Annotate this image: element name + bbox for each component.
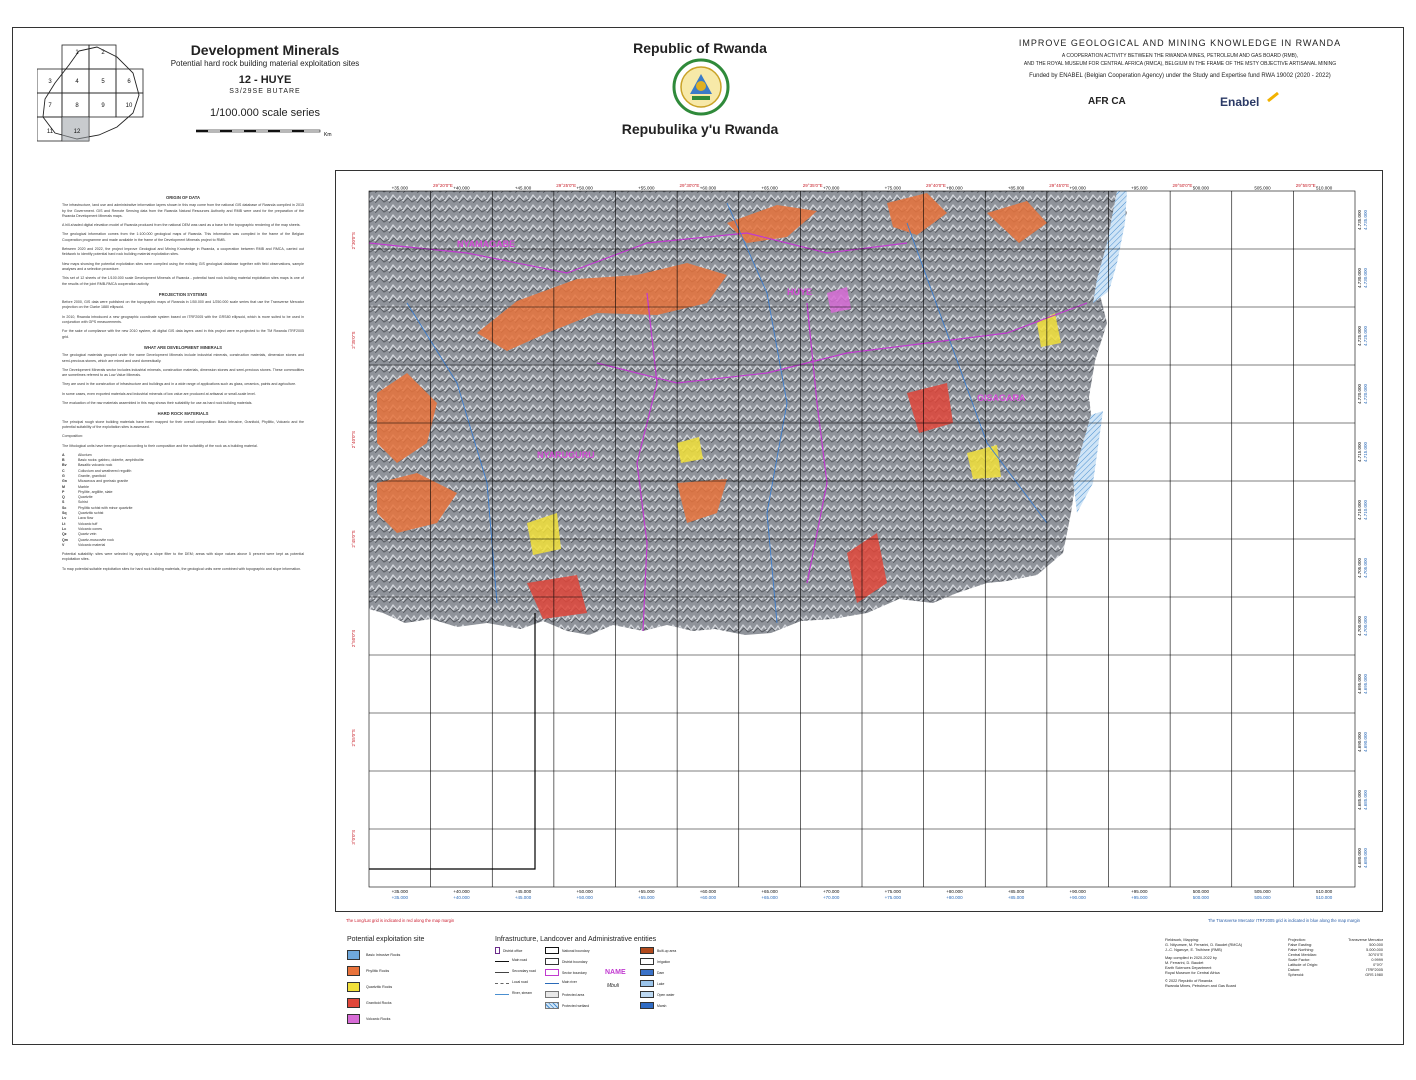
grid-label-top: 500.000	[1192, 185, 1210, 191]
credit-line: G. Ntiyumwe, M. Ferrarini, D. Baudet (RMCA)	[1165, 943, 1243, 947]
place-label-nyamagabe: NYAMAGABE	[457, 239, 516, 249]
composition-text: Quartz-muscovite rock	[78, 537, 114, 542]
grid-label-bottom-tm: +75.000	[884, 895, 902, 900]
section-paragraph: The geological information comes from the 1:100.000 geological maps of Rwanda. This information was compiled in the frame of the Belgian Cooperation programme and made available in the frame of the Development Minerals project to RMB.	[62, 232, 304, 242]
grid-label-bottom: +40.000	[453, 889, 470, 894]
index-map	[37, 43, 147, 143]
grid-label-right: 4.710.000	[1357, 499, 1362, 521]
credits-block	[1165, 938, 1265, 989]
index-cell-9: 9	[101, 103, 105, 109]
credit-line: M. Ferrarini, D. Baudet	[1165, 961, 1204, 965]
grid-label-right: 4.700.000	[1357, 615, 1362, 637]
legend-site-item	[347, 995, 487, 1011]
legend-name-sample-2: Mbuli	[607, 983, 619, 989]
composition-code: G	[62, 473, 65, 478]
composition-text: Phyllitic schist with minor quartzite	[78, 505, 133, 510]
grid-label-bottom-tm: 505.000	[1254, 895, 1271, 900]
latitude-label: 3°0'0"S	[351, 829, 356, 845]
grid-label-bottom-tm: +95.000	[1131, 895, 1148, 900]
legend-symbol	[545, 981, 559, 984]
legend-infra-label: River, stream	[512, 991, 532, 995]
legend-infra-label: Protected wetland	[562, 1003, 590, 1008]
section-heading: HARD ROCK MATERIALS	[157, 411, 209, 417]
legend-site-item	[347, 963, 487, 979]
grid-label-bottom: +90.000	[1069, 889, 1086, 894]
scale-bar	[196, 125, 336, 138]
latitude-label: 2°40'0"S	[351, 430, 356, 449]
legend-symbol	[640, 958, 654, 965]
legend-name-sample: NAME	[605, 969, 626, 976]
place-label-gisagara: GISAGARA	[977, 393, 1026, 403]
grid-label-right-tm: 4.680.000	[1363, 847, 1368, 869]
legend-symbol	[495, 947, 500, 954]
africa-museum-logo: AFR CA	[1088, 96, 1126, 107]
index-cell-8: 8	[75, 103, 79, 109]
section-paragraph: The geological materials grouped under the name Development Minerals include industrial minerals, construction materials, dimension stones and semi-precious stones, which are mined and used domestically.	[62, 353, 304, 363]
projection-key: Scale Factor:	[1288, 958, 1311, 962]
composition-row	[62, 543, 304, 548]
legend-infra-item	[640, 969, 664, 976]
composition-text: Phyllite, argillite, slate	[78, 489, 113, 494]
place-label-nyaruguru: NYARUGURU	[537, 450, 595, 460]
legend-swatch	[347, 1014, 360, 1024]
legend-infra-item	[545, 1002, 589, 1009]
grid-label-bottom: +65.000	[761, 889, 778, 894]
grid-label-top: +70.000	[822, 185, 840, 191]
legend-infrastructure	[495, 936, 715, 1037]
grid-label-right: 4.715.000	[1357, 441, 1362, 463]
section-paragraph: The lithological units have been grouped according to their composition and the suitability of the rock as a building material.	[62, 443, 258, 448]
legend-infra-item	[545, 980, 577, 984]
section-paragraph: Before 2000, GIS data were published on the topographic maps of Rwanda in 1/50.000 and 1/250.000 scale series that use the Transverse Mercator projection on the Clarke 1880 ellipsoid.	[62, 300, 304, 310]
grid-label-right: 4.680.000	[1357, 847, 1362, 869]
section-paragraph: The infrastructure, land use and administrative information layers shown in this map come from the national GIS database of Rwanda compiled in 2015 by the Government. GIS and Remote Sensing data from the Rwanda Natural Resources Authority and RMB were used for the preparation of the Rwanda Development Minerals maps.	[62, 203, 304, 218]
projection-value: 30°0'0"E	[1368, 953, 1383, 957]
composition-text: Quartzite	[78, 495, 93, 500]
legend-infra-label: Dam	[657, 970, 665, 975]
grid-label-top: +90.000	[1069, 185, 1086, 191]
grid-label-top: 510.000	[1316, 185, 1333, 191]
grid-label-bottom: +35.000	[391, 889, 409, 894]
section-heading: WHAT ARE DEVELOPMENT MINERALS	[143, 344, 223, 350]
grid-label-right: 4.705.000	[1357, 557, 1362, 579]
legend-infra-label: Sector boundary	[562, 970, 587, 975]
map-title: Development Minerals	[190, 42, 340, 58]
index-cell-10: 10	[125, 103, 133, 109]
legend-site-item	[347, 979, 487, 995]
legend-swatch	[347, 982, 360, 992]
composition-text: Basaltic volcanic rock	[78, 463, 113, 468]
legend-infra-item	[640, 947, 676, 954]
project-block	[960, 38, 1400, 79]
section-paragraph: The evaluation of the raw materials assembled in this map shows their suitability for use as hard rock building materials.	[62, 401, 253, 406]
projection-key: False Easting:	[1288, 943, 1313, 947]
legend-site-label: Quartzitic Rocks	[366, 985, 393, 989]
credit-line: Royal Museum for Central Africa	[1165, 971, 1220, 975]
legend-infra-item	[640, 1002, 666, 1009]
longitude-label: 29°40'0"E	[926, 183, 946, 188]
section-paragraph: A hill-shaded digital elevation model of Rwanda produced from the national DEM was used as a base for the topographic rendering of the map sheets.	[62, 223, 301, 228]
legend-symbol	[545, 958, 559, 965]
latitude-label: 2°55'0"S	[351, 729, 356, 747]
composition-text: Alluvium	[78, 452, 92, 457]
composition-code: Sc	[62, 505, 67, 510]
grid-label-right-tm: 4.685.000	[1363, 789, 1368, 811]
projection-key: False Northing:	[1288, 948, 1314, 952]
grid-label-right-tm: 4.695.000	[1363, 673, 1368, 695]
section-paragraph: This set of 12 sheets of the 1/100.000 scale Development Minerals of Rwanda - potential hard rock building material exploitation sites maps is one of the results of the joint RMB-RMCA cooperation activity.	[62, 276, 304, 286]
longitude-label: 29°20'0"E	[433, 183, 453, 188]
grid-label-bottom: +75.000	[884, 889, 902, 894]
credit-line: © 2022 Republic of Rwanda	[1165, 979, 1213, 983]
index-cell-4: 4	[75, 79, 79, 85]
grid-label-right: 4.690.000	[1357, 731, 1362, 753]
grid-label-bottom: +55.000	[638, 889, 655, 894]
section-paragraph: The Development Minerals sector includes industrial minerals, construction materials, dimension stones and semi-precious stones. These commodities are sometimes referred to as Low Value Minerals.	[62, 367, 304, 378]
legend-sites-heading: Potential exploitation site	[347, 936, 425, 943]
grid-label-right-tm: 4.710.000	[1363, 499, 1368, 521]
composition-code: Lv	[62, 516, 67, 521]
grid-label-top: +95.000	[1131, 185, 1148, 191]
longitude-label: 29°25'0"E	[556, 183, 577, 188]
tm-grid-note: The Transverse Mercator ITRF2005 grid is indicated in blue along the map margin	[1208, 918, 1360, 923]
grid-label-bottom: 505.000	[1254, 889, 1271, 894]
composition-text: Granite, granitoid	[78, 473, 106, 478]
composition-text: Basic rocks: gabbro, dolerite, amphibolite	[78, 458, 144, 463]
legend-infra-item	[640, 958, 670, 965]
sheet-reference: S3/29SE BUTARE	[229, 88, 301, 95]
section-paragraph: In some cases, even exported materials and industrial minerals of low value are produced at artisanal or small-scale level.	[62, 391, 256, 396]
legend-infra-item	[495, 969, 536, 973]
composition-text: Volcanic tuff	[78, 521, 98, 526]
legend-infra-heading: Infrastructure, Landcover and Administrative entities	[495, 936, 657, 943]
legend-infra-item	[495, 980, 528, 984]
legend-symbol	[545, 969, 559, 976]
republic-title-english: Republic of Rwanda	[633, 40, 767, 56]
projection-block	[1288, 938, 1383, 978]
legend-symbol	[495, 970, 509, 973]
legend-infra-item	[495, 947, 522, 954]
legend-infra-item	[640, 980, 664, 987]
longitude-label: 29°45'0"E	[1049, 183, 1070, 188]
grid-label-top: +80.000	[946, 185, 963, 191]
legend-infra-item	[545, 991, 584, 998]
composition-code: Sq	[62, 511, 67, 516]
grid-label-bottom-tm: +35.000	[391, 895, 409, 900]
legend-infra-label: District office	[503, 948, 523, 953]
credit-line: Rwanda Mines, Petroleum and Gas Board	[1165, 984, 1237, 988]
closing-paragraph: Potential suitability: sites were selected by applying a slope filter to the DEM; areas with slope values above 5 percent were kept as potential exploitation sites.	[62, 552, 304, 562]
rwanda-seal-icon	[672, 58, 730, 116]
longlat-grid-note: The Long/Lat grid is indicated in red along the map margin	[346, 918, 455, 923]
grid-label-top: +65.000	[761, 185, 778, 191]
legend-site-label: Granitoid Rocks	[366, 1001, 392, 1005]
grid-label-bottom-tm: +55.000	[638, 895, 655, 900]
explanatory-text-column	[62, 190, 304, 576]
grid-label-bottom: 500.000	[1192, 889, 1210, 894]
composition-code: M	[62, 484, 65, 489]
grid-label-bottom-tm: 500.000	[1192, 895, 1210, 900]
section-heading: PROJECTION SYSTEMS	[158, 291, 208, 297]
grid-label-right: 4.720.000	[1357, 383, 1362, 405]
grid-label-right-tm: 4.720.000	[1363, 383, 1368, 405]
composition-code: S	[62, 500, 65, 505]
grid-label-right-tm: 4.730.000	[1363, 267, 1368, 289]
legend-infra-label: District boundary	[562, 959, 588, 964]
grid-label-right-tm: 4.705.000	[1363, 557, 1368, 579]
enabel-mark-icon	[1266, 90, 1280, 102]
grid-label-right: 4.730.000	[1357, 267, 1362, 289]
legend-site-item	[347, 947, 487, 963]
legend-symbol	[545, 1002, 559, 1009]
legend-symbol	[640, 1002, 654, 1009]
composition-text: Volcanic material	[78, 542, 106, 547]
title-block	[160, 42, 370, 119]
latitude-label: 2°45'0"S	[351, 530, 356, 548]
composition-text: Colluvium and weathered regolith	[78, 468, 132, 473]
grid-label-top: +50.000	[576, 185, 593, 191]
composition-code: Bv	[62, 463, 67, 468]
projection-row	[1288, 973, 1383, 978]
grid-label-right: 4.685.000	[1357, 789, 1362, 811]
composition-text: Marble	[78, 484, 89, 489]
composition-code: Gn	[62, 479, 67, 484]
place-label-huye: HUYE	[787, 287, 813, 297]
legend-symbol	[640, 980, 654, 987]
grid-label-bottom: +45.000	[514, 889, 532, 894]
legend-infra-item	[545, 969, 587, 976]
grid-label-top: +40.000	[453, 185, 470, 191]
credit-line: Map compiled in 2020-2022 by	[1165, 956, 1217, 960]
index-cell-3: 3	[48, 79, 52, 85]
composition-code: Lc	[62, 526, 67, 531]
legend-symbol	[545, 991, 559, 998]
legend-infra-item	[495, 958, 527, 962]
composition-text: Quartz vein	[78, 532, 97, 537]
section-paragraph: The principal rough stone building materials have been mapped for their overall composition: Basic Intrusive, Granitoid, Phyllitic, Volcanic and the potential suitability of the exploitation sites is assessed.	[62, 419, 304, 429]
legend-symbol	[495, 992, 509, 995]
project-line-1: A COOPERATION ACTIVITY BETWEEN THE RWANDA MINES, PETROLEUM AND GAS BOARD (RMB),	[1061, 53, 1299, 59]
legend-infra-item	[545, 958, 587, 965]
projection-value: GRS 1980	[1365, 973, 1383, 977]
longitude-label: 29°30'0"E	[679, 183, 700, 188]
legend-site-label: Phyllitic Rocks	[366, 969, 390, 973]
index-cell-7: 7	[48, 103, 52, 109]
latitude-label: 2°30'0"S	[351, 232, 356, 250]
composition-code: P	[62, 489, 65, 494]
grid-label-top: +45.000	[514, 185, 532, 191]
index-cell-2: 2	[101, 50, 105, 56]
closing-paragraph: To map potential suitable exploitation sites for hard rock building materials, the geological units were combined with topographic and slope information.	[62, 566, 302, 571]
legend-infra-label: Irrigation	[657, 959, 671, 964]
terrain-relief	[369, 191, 1127, 635]
grid-label-top: +75.000	[884, 185, 902, 191]
grid-label-bottom-tm: +50.000	[576, 895, 593, 900]
grid-label-right: 4.735.000	[1357, 209, 1362, 231]
latitude-label: 2°35'0"S	[351, 331, 356, 349]
grid-label-bottom-tm: +70.000	[822, 895, 840, 900]
republic-title-kinyarwanda: Repubulika y'u Rwanda	[621, 121, 779, 137]
section-heading: ORIGIN OF DATA	[165, 195, 201, 200]
enabel-logo: Enabel	[1220, 95, 1260, 109]
grid-label-right: 4.695.000	[1357, 673, 1362, 695]
composition-text: Micaceous and gneissic granite	[78, 479, 129, 484]
grid-label-bottom: +85.000	[1007, 889, 1025, 894]
grid-label-bottom: 510.000	[1316, 889, 1333, 894]
section-paragraph: Between 2020 and 2022, the project Improve Geological and Mining Knowledge in Rwanda, a cooperation between RMB and RMCA, carried out fieldwork to identify potential hard rock building material exploitation sites.	[62, 247, 304, 257]
grid-label-bottom-tm: +90.000	[1069, 895, 1086, 900]
composition-text: Quartzitic schist	[78, 511, 104, 516]
projection-key: Datum:	[1288, 968, 1301, 972]
projection-value: 500.000	[1369, 943, 1383, 947]
sheet-id: 12 - HUYE	[238, 74, 292, 86]
projection-key: Latitude of Origin:	[1288, 963, 1318, 967]
section-paragraph: Composition:	[62, 434, 83, 439]
legend-exploitation-sites	[347, 936, 487, 1027]
credit-line: Fieldwork, Mapping:	[1165, 938, 1199, 942]
projection-value: Transverse Mercator	[1348, 938, 1383, 942]
section-paragraph: In 2010, Rwanda introduced a new geographic coordinate system based on ITRF2005 with the GRS80 ellipsoid, which is more suited to be used in conjunction with GPS measurements.	[62, 314, 304, 325]
composition-code: Qm	[62, 537, 68, 542]
composition-code: B	[62, 458, 65, 463]
grid-label-right-tm: 4.690.000	[1363, 731, 1368, 753]
grid-label-top: +55.000	[638, 185, 655, 191]
legend-infra-label: National boundary	[562, 948, 590, 953]
legend-infra-item	[545, 947, 590, 954]
grid-label-bottom: +50.000	[576, 889, 593, 894]
map-area	[347, 183, 1371, 906]
grid-label-right-tm: 4.735.000	[1363, 209, 1368, 231]
project-funding: Funded by ENABEL (Belgian Cooperation Agency) under the Study and Expertise fund RWA 19002 (2020 - 2022)	[1029, 73, 1331, 79]
composition-code: Qz	[62, 532, 67, 537]
section-paragraph: New maps showing the potential exploitation sites were compiled using the existing GIS geological database together with field observations, sample analyses and a selection procedure.	[62, 261, 304, 271]
grid-label-bottom-tm: +60.000	[699, 895, 717, 900]
longitude-label: 29°55'0"E	[1295, 183, 1316, 188]
legend-infra-label: Secondary road	[512, 969, 536, 973]
grid-label-right-tm: 4.725.000	[1363, 325, 1368, 347]
legend-infra-item	[495, 991, 532, 995]
projection-value: 0.9999	[1371, 958, 1383, 962]
composition-code: V	[62, 542, 65, 547]
composition-text: Lava flow	[78, 516, 94, 521]
grid-label-right: 4.725.000	[1357, 325, 1362, 347]
composition-code: Q	[62, 495, 65, 500]
grid-label-bottom: +70.000	[822, 889, 840, 894]
legend-infra-label: Local road	[512, 980, 528, 984]
projection-value: 0°0'0"	[1373, 963, 1383, 967]
latitude-label: 2°50'0"S	[351, 629, 356, 648]
legend-infra-label: Built-up area	[657, 948, 677, 953]
legend-symbol	[640, 947, 654, 954]
legend-infra-item	[640, 991, 675, 998]
composition-code: Lt	[62, 521, 66, 526]
projection-key: Central Meridian:	[1288, 953, 1317, 957]
projection-value: ITRF2005	[1366, 968, 1383, 972]
legend-swatch	[347, 950, 360, 960]
legend-infra-label: Main river	[562, 980, 577, 984]
composition-text: Schist	[78, 500, 88, 505]
grid-label-bottom-tm: +85.000	[1007, 895, 1025, 900]
grid-label-top: +35.000	[391, 185, 409, 191]
grid-label-bottom-tm: 510.000	[1316, 895, 1333, 900]
legend-infra-label: Lake	[657, 981, 665, 986]
longitude-label: 29°35'0"E	[802, 183, 823, 188]
grid-label-bottom-tm: +40.000	[453, 895, 470, 900]
section-paragraph: For the sake of compliance with the new 2010 system, all digital GIS data layers used in this project were re-projected to the TM Rwanda ITRF2005 grid.	[62, 329, 304, 339]
credit-line: J.-C. Ngaruye, E. Twihirwe (RMB)	[1165, 948, 1222, 952]
legend-infra-label: Main road	[512, 958, 528, 962]
index-cell-5: 5	[101, 79, 105, 85]
scale-unit: Km	[324, 132, 332, 138]
grid-label-top: 505.000	[1254, 185, 1271, 191]
index-cell-1: 1	[75, 50, 79, 56]
section-paragraph: They are used in the construction of infrastructure and buildings and in a wide range of applications such as glass, ceramics, paints and agriculture.	[62, 382, 297, 387]
legend-infra-label: Protected area	[562, 992, 585, 997]
legend-infra-label: Open water	[657, 992, 675, 997]
legend-symbol	[495, 981, 509, 984]
legend-symbol	[495, 959, 509, 962]
grid-label-bottom: +95.000	[1131, 889, 1148, 894]
grid-label-bottom: +80.000	[946, 889, 963, 894]
grid-label-top: +85.000	[1007, 185, 1025, 191]
index-cell-6: 6	[127, 79, 131, 85]
composition-code: A	[62, 452, 65, 457]
project-line-2: AND THE ROYAL MUSEUM FOR CENTRAL AFRICA (RMCA), BELGIUM IN THE FRAME OF THE MSTY OBJECTIVE ARTISANAL MINING	[1023, 61, 1337, 67]
legend-swatch	[347, 966, 360, 976]
index-cell-12: 12	[73, 129, 81, 135]
legend-infra-label: Marsh	[657, 1003, 667, 1008]
projection-key: Projection:	[1288, 938, 1306, 942]
composition-code: C	[62, 468, 65, 473]
scale-series: 1/100.000 scale series	[209, 107, 321, 119]
legend-symbol	[640, 969, 654, 976]
projection-key: Spheroid:	[1288, 973, 1305, 977]
index-cell-11: 11	[46, 129, 54, 135]
legend-swatch	[347, 998, 360, 1008]
grid-label-bottom: +60.000	[699, 889, 717, 894]
legend-site-label: Volcanic Rocks	[366, 1017, 391, 1021]
longitude-label: 29°50'0"E	[1172, 183, 1193, 188]
credit-line: Earth Sciences Department	[1165, 966, 1212, 970]
project-title: IMPROVE GEOLOGICAL AND MINING KNOWLEDGE IN RWANDA	[1018, 38, 1342, 48]
legend-site-item	[347, 1011, 487, 1027]
grid-label-top: +60.000	[699, 185, 717, 191]
projection-value: 5.000.000	[1366, 948, 1383, 952]
grid-label-right-tm: 4.700.000	[1363, 615, 1368, 637]
grid-label-bottom-tm: +45.000	[514, 895, 532, 900]
legend-site-label: Basic Intrusive Rocks	[366, 953, 401, 957]
legend-symbol	[640, 991, 654, 998]
grid-label-bottom-tm: +65.000	[761, 895, 778, 900]
legend-symbol	[545, 947, 559, 954]
grid-label-right-tm: 4.715.000	[1363, 441, 1368, 463]
grid-label-bottom-tm: +80.000	[946, 895, 963, 900]
composition-text: Volcanic cones	[78, 526, 102, 531]
map-subtitle: Potential hard rock building material exploitation sites	[170, 59, 360, 68]
